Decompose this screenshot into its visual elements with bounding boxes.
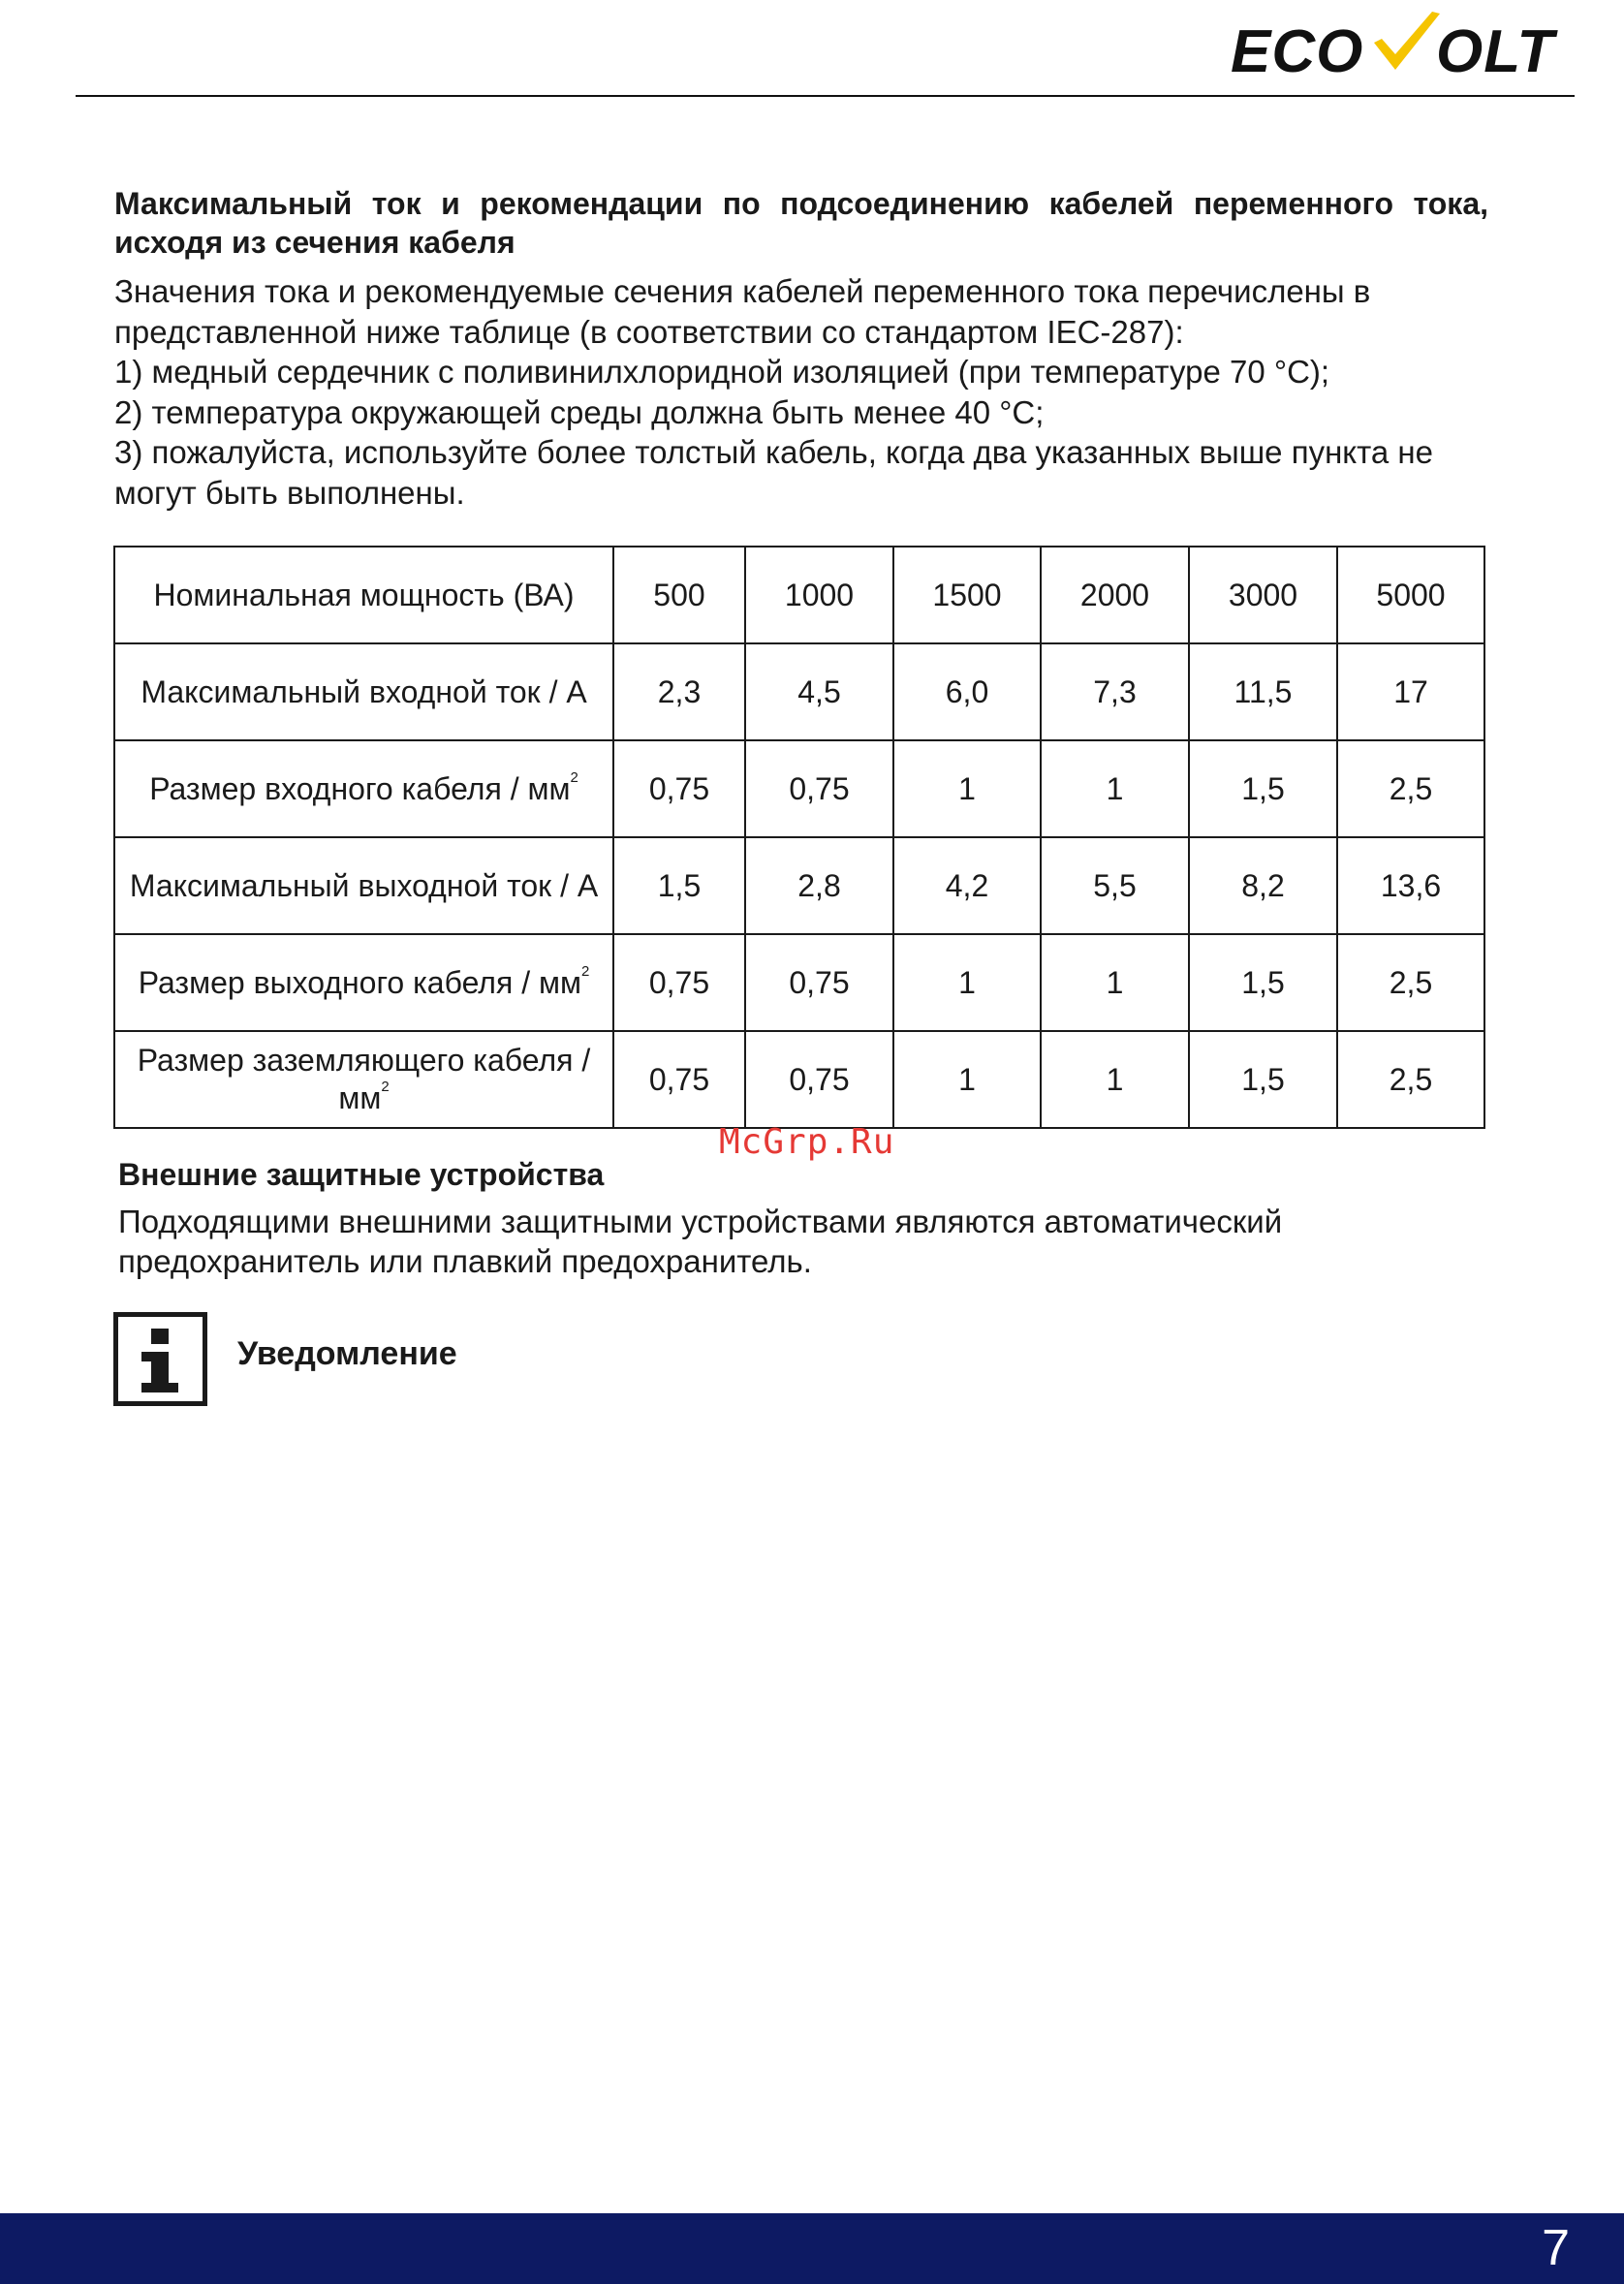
table-cell: 1: [1041, 1031, 1189, 1128]
table-cell: 2000: [1041, 547, 1189, 643]
brand-logo-left: ECO: [1231, 18, 1364, 83]
table-cell: 5000: [1337, 547, 1484, 643]
table-cell: 1,5: [1189, 934, 1337, 1031]
table-cell: 4,2: [893, 837, 1041, 934]
unit-superscript: 2: [570, 768, 578, 786]
brand-logo-right: OLT: [1436, 18, 1555, 83]
intro-item-1: 1) медный сердечник с поливинилхлоридной изоляцией (при температуре 70 °С);: [114, 354, 1330, 390]
row-label: [114, 837, 613, 934]
intro-item-2: 2) температура окружающей среды должна быть менее 40 °С;: [114, 393, 1045, 430]
table-cell: 5,5: [1041, 837, 1189, 934]
table-cell: 1: [1041, 740, 1189, 837]
table-cell: 4,5: [745, 643, 893, 740]
page-number: 7: [1542, 2220, 1570, 2276]
table-cell: 0,75: [745, 1031, 893, 1128]
table-cell: 2,5: [1337, 1031, 1484, 1128]
table-cell: 1500: [893, 547, 1041, 643]
table-cell: 13,6: [1337, 837, 1484, 934]
table-cell: 1,5: [1189, 740, 1337, 837]
table-cell: 1000: [745, 547, 893, 643]
table-cell: 1: [893, 740, 1041, 837]
table-row: [114, 643, 1484, 740]
table-row: [114, 837, 1484, 934]
table-row: [114, 740, 1484, 837]
cable-spec-table: [113, 546, 1485, 1129]
row-label-text: Размер выходного кабеля / мм: [138, 964, 581, 1000]
table-cell: 2,5: [1337, 740, 1484, 837]
table-cell: 2,3: [613, 643, 745, 740]
table-cell: 2,8: [745, 837, 893, 934]
footer-bar: [0, 2213, 1624, 2284]
row-label-text: Размер заземляющего кабеля / мм: [137, 1043, 591, 1115]
info-icon: [113, 1312, 207, 1406]
table-cell: 0,75: [613, 1031, 745, 1128]
unit-superscript: 2: [580, 962, 590, 980]
table-cell: 17: [1337, 643, 1484, 740]
table-cell: 3000: [1189, 547, 1337, 643]
row-label: [114, 934, 613, 1031]
protection-title: Внешние защитные устройства: [118, 1157, 605, 1192]
row-label-text: Максимальный выходной ток / А: [129, 867, 599, 903]
row-label-text: Максимальный входной ток / А: [141, 673, 587, 709]
table-cell: 500: [613, 547, 745, 643]
table-cell: 7,3: [1041, 643, 1189, 740]
header-divider: [76, 95, 1575, 97]
table-row: [114, 934, 1484, 1031]
table-cell: 1: [893, 934, 1041, 1031]
row-label: [114, 1031, 613, 1128]
unit-superscript: 2: [381, 1079, 390, 1095]
table-cell: 0,75: [613, 740, 745, 837]
table-cell: 1: [1041, 934, 1189, 1031]
checkmark-icon: [1374, 12, 1440, 70]
intro-text: [114, 271, 1490, 513]
table-cell: 0,75: [613, 934, 745, 1031]
table-cell: 11,5: [1189, 643, 1337, 740]
brand-logo: [1229, 10, 1577, 83]
table-cell: 1,5: [613, 837, 745, 934]
section-title: Максимальный ток и рекомендации по подсоединению кабелей переменного тока, исходя из сечения кабеля: [114, 186, 1488, 260]
row-label-text: Номинальная мощность (ВА): [153, 577, 575, 612]
notice-label: Уведомление: [237, 1335, 457, 1372]
table-cell: 2,5: [1337, 934, 1484, 1031]
table-cell: 0,75: [745, 740, 893, 837]
table-cell: 6,0: [893, 643, 1041, 740]
table-cell: 8,2: [1189, 837, 1337, 934]
table-cell: 0,75: [745, 934, 893, 1031]
row-label-text: Размер входного кабеля / мм: [149, 770, 571, 806]
intro-item-3: 3) пожалуйста, используйте более толстый кабель, когда два указанных выше пункта не могут быть выполнены.: [114, 434, 1433, 511]
table-cell: 1,5: [1189, 1031, 1337, 1128]
row-label: [114, 547, 613, 643]
table-row: [114, 547, 1484, 643]
table-cell: 1: [893, 1031, 1041, 1128]
protection-text: Подходящими внешними защитными устройствами являются автоматический предохранитель или плавкий предохранитель.: [118, 1204, 1283, 1279]
intro-paragraph: Значения тока и рекомендуемые сечения кабелей переменного тока перечислены в представленной ниже таблице (в соответствии со стандартом IEC-287):: [114, 273, 1371, 350]
watermark: McGrp.Ru: [719, 1122, 895, 1162]
row-label: [114, 643, 613, 740]
table-row: [114, 1031, 1484, 1128]
row-label: [114, 740, 613, 837]
